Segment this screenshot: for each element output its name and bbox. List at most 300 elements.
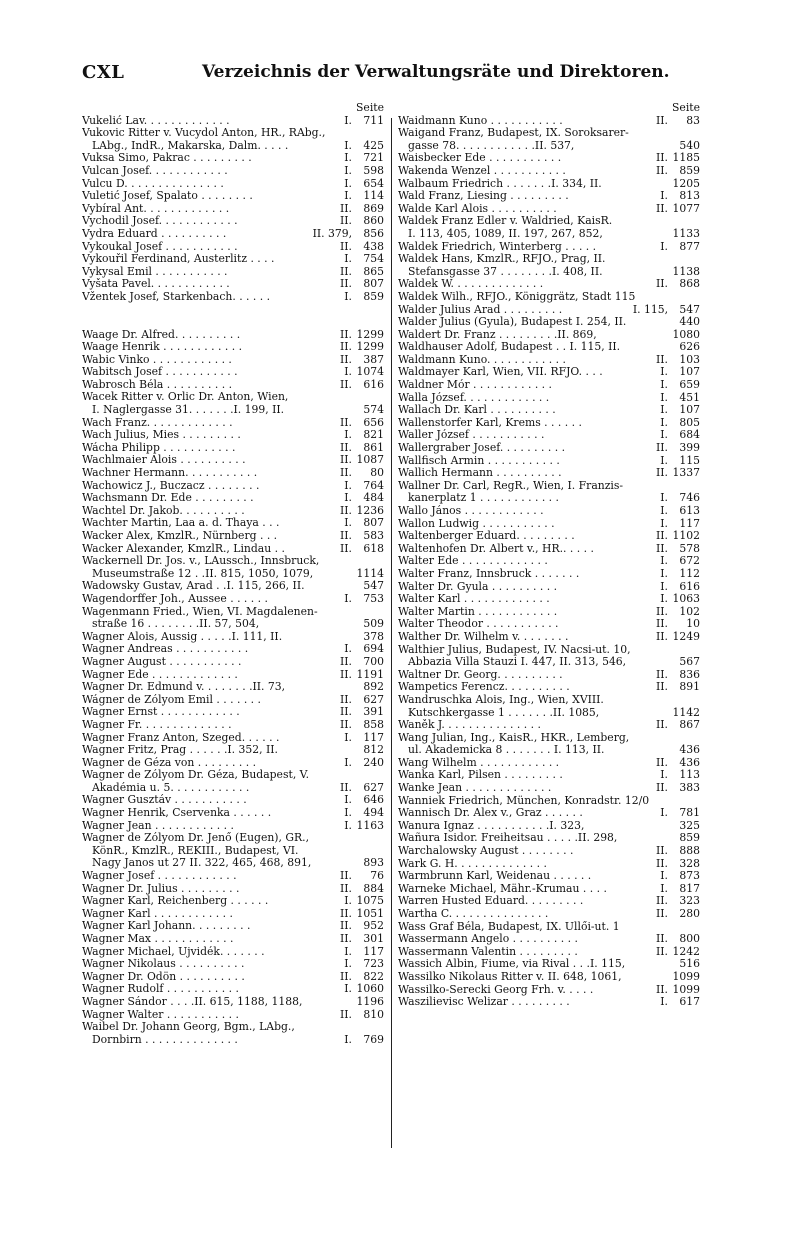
entry-page-number: 617	[679, 996, 700, 1009]
index-entry	[398, 971, 700, 984]
page-title: Verzeichnis der Verwaltungsräte und Direktoren.	[202, 62, 670, 82]
entry-name: Wassermann Valentin . . . . . . . . . II. 1242	[398, 945, 700, 958]
index-entry	[82, 732, 384, 745]
index-entry	[82, 391, 384, 416]
index-entry	[82, 492, 384, 505]
index-entry	[82, 958, 384, 971]
entry-volume-ref: I.	[344, 492, 352, 505]
entry-volume-ref: II.	[656, 933, 668, 946]
entry-page-number: 868	[679, 278, 700, 291]
entry-page-number: 1242	[672, 945, 700, 958]
entry-volume-ref: II.	[656, 542, 668, 555]
entry-page-number: 436	[679, 756, 700, 769]
index-entry	[82, 253, 384, 266]
index-entry	[82, 505, 384, 518]
index-entry	[82, 341, 384, 354]
entry-continuation: Abbazia Villa Stauzi I. 447, II. 313, 546, 567	[408, 656, 700, 669]
index-entry	[398, 329, 700, 342]
seite-label: Seite	[356, 101, 384, 114]
entry-name: Wagner de Zólyom Dr. Jenő (Eugen), GR.,	[82, 832, 309, 845]
entry-name: Walter Martin . . . . . . . . . . . . II. 102	[398, 605, 700, 618]
index-entry	[82, 946, 384, 959]
entry-page-number: 807	[363, 517, 384, 530]
entry-page-number: 1077	[672, 202, 700, 215]
entry-continuation: ul. Akademicka 8 . . . . . . . I. 113, II. 436	[408, 744, 700, 757]
entry-volume-ref: II.	[340, 353, 352, 366]
index-entry	[398, 341, 700, 354]
index-entry	[398, 782, 700, 795]
index-entry	[82, 555, 384, 580]
entry-volume-ref: II.	[656, 681, 668, 694]
entry-name: Wark G. H. . . . . . . . . . . . . . II. 328	[398, 857, 700, 870]
entry-page-number: 440	[679, 316, 700, 329]
index-entry	[82, 933, 384, 946]
entry-page-number: 781	[679, 807, 700, 820]
entry-volume-ref: II.	[340, 328, 352, 341]
entry-continuation: kanerplatz 1 . . . . . . . . . . . . I. 746	[408, 492, 700, 505]
entry-page-number: 1133	[672, 227, 700, 240]
entry-name: Wallner Dr. Carl, RegR., Wien, I. Franzis-	[398, 479, 624, 492]
entry-page-number: 812	[363, 744, 384, 757]
entry-name: Wackernell Dr. Jos. v., LAussch., Innsbruck,	[82, 555, 320, 568]
entry-volume-ref: II.	[656, 530, 668, 543]
entry-page-number: 1099	[672, 983, 700, 996]
entry-name: Walder Julius (Gyula), Budapest I. 254, II. 440	[398, 316, 700, 329]
entry-continuation: Nagy Janos ut 27 II. 322, 465, 468, 891, 893	[92, 857, 384, 870]
entry-volume-ref: I.	[660, 882, 668, 895]
entry-name: Wass Graf Béla, Budapest, IX. Üllői-ut. 1	[398, 920, 620, 933]
entry-name: Wagner Andreas . . . . . . . . . . . I. 694	[82, 643, 384, 656]
entry-volume-ref: II.	[340, 668, 352, 681]
entry-name: Wagner Max . . . . . . . . . . . . II. 301	[82, 933, 384, 945]
entry-volume-ref: II.	[656, 908, 668, 920]
entry-volume-ref: II.	[656, 782, 668, 795]
entry-page-number: 509	[363, 618, 384, 631]
entry-volume-ref: II.	[656, 630, 668, 643]
entry-volume-ref: II.	[340, 907, 352, 920]
entry-volume-ref: I.	[344, 152, 352, 165]
index-entry	[82, 1009, 384, 1022]
entry-name: Wagner Alois, Aussig . . . . .I. 111, II. 378	[82, 630, 384, 643]
entry-volume-ref: I.	[344, 592, 352, 605]
entry-continuation: gasse 78. . . . . . . . . . . .II. 537, 540	[408, 139, 700, 152]
entry-page-number: 858	[363, 718, 384, 731]
entry-name: Wacker Alex, KmzlR., Nürnberg . . . II. 583	[82, 530, 384, 542]
entry-page-number: 860	[363, 215, 384, 228]
index-entry	[82, 454, 384, 467]
entry-page-number: 711	[363, 114, 384, 127]
entry-page-number: 1074	[356, 366, 384, 379]
index-entry	[82, 203, 384, 216]
entry-page-number: 856	[363, 227, 384, 240]
entry-name: Wang Julian, Ing., KaisR., HKR., Lemberg,	[398, 731, 630, 744]
entry-volume-ref: I.	[660, 807, 668, 820]
index-entry	[82, 870, 384, 883]
entry-volume-ref: II.	[340, 970, 352, 983]
index-entry	[82, 971, 384, 984]
entry-volume-ref: II.	[656, 618, 668, 631]
entry-volume-ref: I.	[344, 731, 352, 744]
entry-volume-ref: II.	[656, 467, 668, 480]
entry-volume-ref: I.	[660, 190, 668, 203]
entry-page-number: 805	[679, 416, 700, 429]
entry-name: Wassermann Angelo . . . . . . . . . . II. 800	[398, 933, 700, 946]
entry-page-number: 76	[370, 870, 384, 883]
index-entry	[398, 429, 700, 442]
entry-page-number: 114	[363, 190, 384, 203]
entry-page-number: 102	[679, 605, 700, 618]
entry-page-number: 810	[363, 1008, 384, 1021]
entry-page-number: 869	[363, 202, 384, 215]
entry-volume-ref: I.	[660, 492, 668, 505]
entry-name: Waszilievisc Welizar . . . . . . . . . I. 617	[398, 996, 700, 1009]
entry-page-number: 884	[363, 882, 384, 895]
entry-name: Walter Theodor . . . . . . . . . . . II. 10	[398, 618, 700, 631]
entry-page-number: 616	[679, 580, 700, 593]
index-entry	[82, 769, 384, 794]
entry-page-number: 103	[679, 353, 700, 366]
entry-volume-ref: II.	[656, 719, 668, 732]
entry-page-number: 598	[363, 164, 384, 177]
entry-page-number: 117	[363, 945, 384, 958]
entry-page-number: 1299	[356, 328, 384, 341]
index-entry	[398, 417, 700, 430]
entry-volume-ref: I.	[660, 567, 668, 580]
entry-volume-ref: II. 379,	[312, 227, 352, 240]
entry-name: Wallfisch Armin . . . . . . . . . . . I. 115	[398, 454, 700, 467]
entry-name: Walla József. . . . . . . . . . . . . I. 451	[398, 391, 700, 404]
entry-name: Wagner Fritz, Prag . . . . . .I. 352, II. 812	[82, 744, 384, 757]
entry-page-number: 1138	[672, 265, 700, 278]
entry-page-number: 613	[679, 505, 700, 517]
entry-page-number: 891	[679, 681, 700, 694]
entry-page-number: 861	[363, 441, 384, 454]
left-column	[82, 102, 384, 1046]
entry-name: Walter Karl . . . . . . . . . . . . . I. 1063	[398, 593, 700, 606]
entry-page-number: 836	[679, 668, 700, 681]
index-entry	[398, 795, 700, 808]
entry-volume-ref: I.	[660, 580, 668, 593]
entry-name: Waidmann Kuno . . . . . . . . . . . II. 83	[398, 114, 700, 127]
entry-name: Vykysal Emil . . . . . . . . . . . II. 865	[82, 265, 384, 278]
entry-page-number: 867	[679, 719, 700, 732]
entry-name: Vykoukal Josef . . . . . . . . . . . II. 438	[82, 240, 384, 253]
entry-volume-ref: II.	[656, 353, 668, 366]
index-entry	[398, 581, 700, 594]
index-entry	[398, 304, 700, 317]
entry-name: Wallon Ludwig . . . . . . . . . . . I. 117	[398, 517, 700, 530]
entry-name: Vyšata Pavel. . . . . . . . . . . . II. 807	[82, 278, 384, 291]
entry-volume-ref: II.	[656, 278, 668, 291]
index-entry	[82, 266, 384, 279]
index-entry	[398, 769, 700, 782]
entry-continuation: straße 16 . . . . . . . .II. 57, 504, 509	[92, 618, 384, 631]
entry-volume-ref: I.	[344, 290, 352, 303]
index-entry	[398, 518, 700, 531]
index-entry	[398, 115, 700, 128]
entry-name: Wandruschka Alois, Ing., Wien, XVIII.	[398, 693, 604, 706]
index-entry	[82, 744, 384, 757]
entry-volume-ref: I.	[660, 769, 668, 782]
entry-page-number: 753	[363, 592, 384, 605]
entry-page-number: 873	[679, 870, 700, 883]
entry-volume-ref: II.	[340, 416, 352, 429]
entry-page-number: 112	[679, 567, 700, 580]
index-entry	[82, 656, 384, 669]
entry-page-number: 859	[363, 290, 384, 303]
entry-name: Wagner Sándor . . . .II. 615, 1188, 1188, 1196	[82, 995, 384, 1008]
entry-continuation: KönR., KmzlR., REKIII., Budapest, VI.	[92, 844, 299, 857]
entry-page-number: 1080	[672, 328, 700, 341]
index-entry	[398, 593, 700, 606]
entry-name: Wallich Hermann . . . . . . . . . . II. 1337	[398, 467, 700, 480]
index-entry	[82, 643, 384, 656]
entry-volume-ref: I.	[344, 479, 352, 492]
entry-page-number: 817	[679, 882, 700, 895]
entry-page-number: 1163	[356, 819, 384, 832]
index-entry	[82, 467, 384, 480]
index-entry	[82, 895, 384, 908]
entry-volume-ref: I.	[344, 958, 352, 971]
entry-name: Warmbrunn Karl, Weidenau . . . . . . I. 873	[398, 870, 700, 883]
entry-name: Walter Franz, Innsbruck . . . . . . . I. 112	[398, 567, 700, 580]
entry-page-number: 107	[679, 404, 700, 417]
index-entry	[82, 757, 384, 770]
entry-page-number: 813	[679, 190, 700, 203]
entry-name: Waltenhofen Dr. Albert v., HR.. . . . . II. 578	[398, 542, 700, 555]
entry-volume-ref: II.	[340, 215, 352, 228]
entry-page-number: 574	[363, 404, 384, 417]
entry-volume-ref: I.	[660, 454, 668, 467]
index-entry	[82, 127, 384, 152]
entry-volume-ref: II.	[340, 240, 352, 253]
index-entry	[398, 467, 700, 480]
index-entry	[398, 366, 700, 379]
index-entry	[398, 404, 700, 417]
entry-page-number: 1196	[356, 995, 384, 1008]
entry-name: Wabitsch Josef . . . . . . . . . . . I. 1074	[82, 366, 384, 379]
index-entry	[82, 417, 384, 430]
index-entry	[398, 543, 700, 556]
entry-name: Wagner Fr. . . . . . . . . . . . . . II. 858	[82, 718, 384, 731]
index-entry	[82, 606, 384, 631]
entry-name: Wagner Gusztáv . . . . . . . . . . . I. 646	[82, 794, 384, 807]
entry-volume-ref: II.	[656, 114, 668, 127]
index-entry	[398, 820, 700, 833]
index-entry	[82, 631, 384, 644]
entry-name: Wanke Jean . . . . . . . . . . . . . II. 383	[398, 782, 700, 795]
entry-page-number: 877	[679, 240, 700, 253]
entry-page-number: 1236	[356, 504, 384, 517]
entry-name: Wallergraber Josef. . . . . . . . . . II. 399	[398, 442, 700, 455]
index-entry	[398, 694, 700, 719]
index-entry	[398, 719, 700, 732]
entry-volume-ref: II.	[656, 442, 668, 455]
entry-volume-ref: I.	[660, 517, 668, 530]
entry-page-number: 1185	[672, 152, 700, 165]
entry-name: Waltenberger Eduard. . . . . . . . . II. 1102	[398, 530, 700, 543]
entry-name: Vukovic Ritter v. Vucydol Anton, HR., RAbg.,	[82, 127, 326, 140]
entry-page-number: 769	[363, 1033, 384, 1046]
entry-page-number: 83	[686, 114, 700, 127]
index-entry	[398, 845, 700, 858]
entry-name: Walter Dr. Gyula . . . . . . . . . . I. 616	[398, 580, 700, 593]
entry-volume-ref: I.	[344, 643, 352, 656]
entry-page-number: 1060	[356, 983, 384, 996]
entry-name: Vukelić Lav. . . . . . . . . . . . . I. 711	[82, 114, 384, 127]
entry-volume-ref: I.	[660, 555, 668, 568]
entry-name: Waage Henrik . . . . . . . . . . . . II. 1299	[82, 341, 384, 354]
entry-continuation: Dornbirn . . . . . . . . . . . . . . I. 769	[92, 1033, 384, 1046]
entry-name: Walter Ede . . . . . . . . . . . . . I. 672	[398, 555, 700, 568]
index-entry	[82, 366, 384, 379]
index-entry	[398, 178, 700, 191]
entry-name: Waldhauser Adolf, Budapest . . I. 115, II. 626	[398, 341, 700, 354]
entry-name: Vychodil Josef. . . . . . . . . . . . II. 860	[82, 215, 384, 228]
index-entry	[398, 883, 700, 896]
entry-name: Wagner Walter . . . . . . . . . . . II. 810	[82, 1008, 384, 1021]
entry-name: Waldmayer Karl, Wien, VII. RFJO. . . . I. 107	[398, 366, 700, 379]
index-entry	[398, 165, 700, 178]
entry-name: Vybíral Ant. . . . . . . . . . . . . II. 869	[82, 202, 384, 215]
entry-name: Wanura Ignaz . . . . . . . . . . .I. 323, 325	[398, 819, 700, 832]
page-header	[82, 62, 732, 88]
index-entry	[82, 543, 384, 556]
entry-continuation: I. 113, 405, 1089, II. 197, 267, 852, 1133	[408, 227, 700, 240]
entry-name: Waněk J. . . . . . . . . . . . . . . II. 867	[398, 719, 700, 732]
entry-page-number: 494	[363, 807, 384, 820]
entry-page-number: 578	[679, 542, 700, 555]
entry-page-number: 656	[363, 416, 384, 429]
index-entry	[82, 190, 384, 203]
entry-volume-ref: II.	[340, 655, 352, 668]
entry-page-number: 1299	[356, 341, 384, 354]
entry-volume-ref: I.	[344, 945, 352, 958]
entry-page-number: 325	[679, 819, 700, 832]
entry-page-number: 451	[679, 391, 700, 404]
entry-name: Wagner Rudolf . . . . . . . . . . . I. 1060	[82, 983, 384, 996]
index-entry	[82, 820, 384, 833]
entry-continuation: LAbg., IndR., Makarska, Dalm. . . . . I. 425	[92, 139, 384, 152]
entry-volume-ref: II.	[340, 933, 352, 945]
entry-name: Wágner de Zólyom Emil . . . . . . . II. 627	[82, 693, 384, 706]
entry-continuation: Stefansgasse 37 . . . . . . . .I. 408, II. 1138	[408, 265, 700, 278]
entry-volume-ref: II.	[340, 542, 352, 555]
index-entry	[398, 908, 700, 921]
entry-name: Wassilko-Serecki Georg Frh. v. . . . . II. 1099	[398, 983, 700, 996]
index-entry	[82, 832, 384, 870]
index-entry	[82, 706, 384, 719]
entry-page-number: 859	[679, 832, 700, 845]
entry-name: Vuletić Josef, Spalato . . . . . . . . I. 114	[82, 190, 384, 203]
entry-name: Wanka Karl, Pilsen . . . . . . . . . I. 113	[398, 769, 700, 782]
entry-continuation: Museumstraße 12 . .II. 815, 1050, 1079, 1114	[92, 567, 384, 580]
entry-volume-ref: II.	[340, 341, 352, 354]
index-entry	[398, 870, 700, 883]
entry-page-number: 892	[363, 681, 384, 694]
index-entry	[82, 480, 384, 493]
entry-name: Wachner Hermann. . . . . . . . . . . II. 80	[82, 467, 384, 480]
entry-volume-ref: I.	[344, 177, 352, 190]
entry-volume-ref: II.	[656, 164, 668, 177]
index-entry	[398, 379, 700, 392]
entry-name: Wagner Michael, Ujvidék. . . . . . . I. 117	[82, 945, 384, 958]
entry-volume-ref: I.	[344, 517, 352, 530]
entry-page-number: 754	[363, 253, 384, 266]
entry-volume-ref: I.	[660, 366, 668, 379]
index-entry	[398, 316, 700, 329]
index-entry	[82, 442, 384, 455]
entry-volume-ref: II.	[340, 706, 352, 719]
entry-volume-ref: II.	[340, 265, 352, 278]
entry-name: Wañura Isidor. Freiheitsau . . . . .II. 298, 859	[398, 832, 700, 845]
entry-page-number: 1102	[672, 530, 700, 543]
index-entry	[398, 278, 700, 291]
index-entry	[82, 429, 384, 442]
right-column	[398, 102, 700, 1009]
index-entry	[82, 379, 384, 392]
entry-page-number: 1191	[356, 668, 384, 681]
entry-page-number: 723	[363, 958, 384, 971]
entry-name: Wachtel Dr. Jakob. . . . . . . . . . II. 1236	[82, 504, 384, 517]
entry-volume-ref: I.	[344, 164, 352, 177]
page-number: CXL	[82, 62, 125, 83]
entry-volume-ref: I.	[660, 429, 668, 442]
entry-volume-ref: I.	[344, 794, 352, 807]
entry-name: Wannisch Dr. Alex v., Graz . . . . . . I. 781	[398, 807, 700, 820]
entry-name: Vulcu D. . . . . . . . . . . . . . . I. 654	[82, 177, 384, 190]
index-entry	[398, 807, 700, 820]
entry-name: Waldner Mór . . . . . . . . . . . . I. 659	[398, 379, 700, 392]
entry-volume-ref: I.	[344, 895, 352, 908]
entry-volume-ref: II.	[656, 895, 668, 908]
entry-page-number: 484	[363, 492, 384, 505]
entry-volume-ref: II.	[340, 202, 352, 215]
entry-page-number: 654	[363, 177, 384, 190]
entry-volume-ref: II.	[340, 441, 352, 454]
entry-volume-ref: I.	[344, 1033, 352, 1046]
index-entry	[82, 694, 384, 707]
entry-name: Wanniek Friedrich, München, Konradstr. 12/0	[398, 794, 650, 807]
entry-name: Wach Franz. . . . . . . . . . . . . II. 656	[82, 416, 384, 429]
entry-volume-ref: I.	[660, 240, 668, 253]
entry-page-number: 547	[679, 303, 700, 316]
index-entry	[398, 568, 700, 581]
index-entry	[398, 757, 700, 770]
index-entry	[398, 958, 700, 971]
entry-name: Wachlmaier Alois . . . . . . . . . . II. 1087	[82, 454, 384, 467]
index-entry	[398, 921, 700, 934]
entry-page-number: 626	[679, 341, 700, 354]
entry-volume-ref: II.	[656, 756, 668, 769]
index-entry	[398, 946, 700, 959]
entry-name: Waibel Dr. Johann Georg, Bgm., LAbg.,	[82, 1021, 295, 1034]
entry-page-number: 1337	[672, 467, 700, 480]
entry-continuation: Akadémia u. 5. . . . . . . . . . . . II. 627	[92, 781, 384, 794]
entry-page-number: 425	[363, 139, 384, 152]
entry-page-number: 387	[363, 353, 384, 366]
index-entry	[82, 807, 384, 820]
entry-page-number: 1114	[356, 567, 384, 580]
entry-volume-ref: I.	[660, 505, 668, 517]
entry-name: Vuksa Simo, Pakrac . . . . . . . . . I. 721	[82, 152, 384, 165]
entry-page-number: 865	[363, 265, 384, 278]
entry-page-number: 616	[363, 378, 384, 391]
entry-name: Wagner Henrik, Cservenka . . . . . . I. 494	[82, 807, 384, 820]
entry-page-number: 1063	[672, 593, 700, 606]
entry-name: Wagner Josef . . . . . . . . . . . . II. 76	[82, 870, 384, 883]
entry-page-number: 684	[679, 429, 700, 442]
